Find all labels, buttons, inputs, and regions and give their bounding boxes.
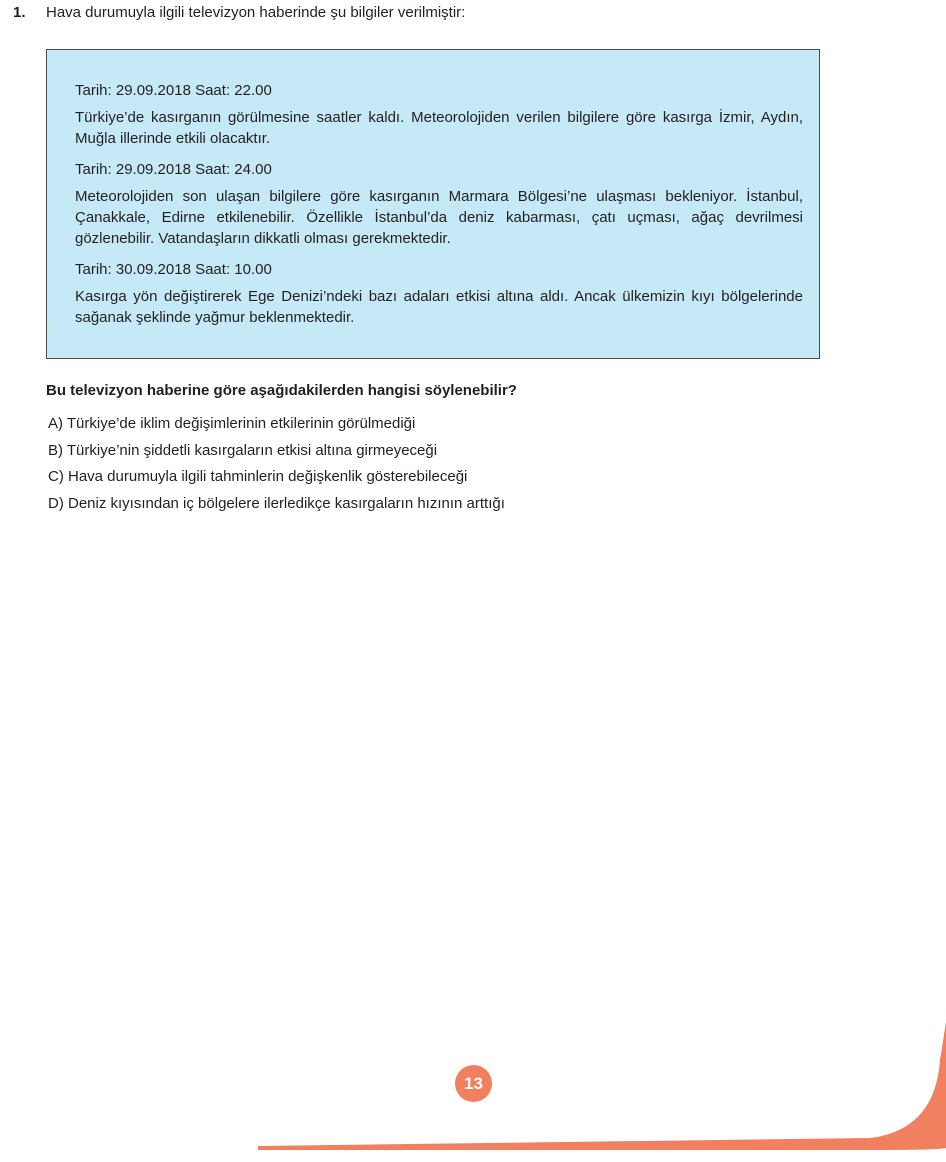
entry-date-line: Tarih: 29.09.2018 Saat: 22.00 xyxy=(75,82,272,99)
page-number-badge: 13 xyxy=(455,1065,492,1102)
option-a[interactable]: A) Türkiye’de iklim değişimlerinin etkilerinin görülmediği xyxy=(48,415,416,432)
entry-text: Meteorolojiden son ulaşan bilgilere göre kasırganın Marmara Bölgesi’ne ulaşması bekleniyor. İstanbul, Çanakkale, Edirne etkilenebilir. Özellikle İstanbul’da deniz kabarması, çatı uçması, ağaç devrilmesi gözlenebilir. Vatandaşların dikkatli olması gerekmektedir. xyxy=(75,188,803,247)
question-stem: Hava durumuyla ilgili televizyon haberinde şu bilgiler verilmiştir: xyxy=(46,4,466,21)
entry-text: Türkiye’de kasırganın görülmesine saatler kaldı. Meteorolojiden verilen bilgilere göre kasırga İzmir, Aydın, Muğla illerinde etkili olacaktır. xyxy=(75,109,803,147)
option-d[interactable]: D) Deniz kıyısından iç bölgelere ilerledikçe kasırgaların hızının arttığı xyxy=(48,494,505,512)
question-prompt: Bu televizyon haberine göre aşağıdakilerden hangisi söylenebilir? xyxy=(46,382,517,399)
entry-date-line: Tarih: 30.09.2018 Saat: 10.00 xyxy=(75,261,272,278)
question-number: 1. xyxy=(13,4,26,21)
option-c[interactable]: C) Hava durumuyla ilgili tahminlerin değişkenlik gösterebileceği xyxy=(48,468,468,485)
option-b[interactable]: B) Türkiye’nin şiddetli kasırgaların etkisi altına girmeyeceği xyxy=(48,441,438,459)
entry-date-line: Tarih: 29.09.2018 Saat: 24.00 xyxy=(75,161,272,178)
entry-text: Kasırga yön değiştirerek Ege Denizi’ndeki bazı adaları etkisi altına aldı. Ancak ülkemizin kıyı bölgelerinde sağanak şeklinde yağmur beklenmektedir. xyxy=(75,288,803,326)
